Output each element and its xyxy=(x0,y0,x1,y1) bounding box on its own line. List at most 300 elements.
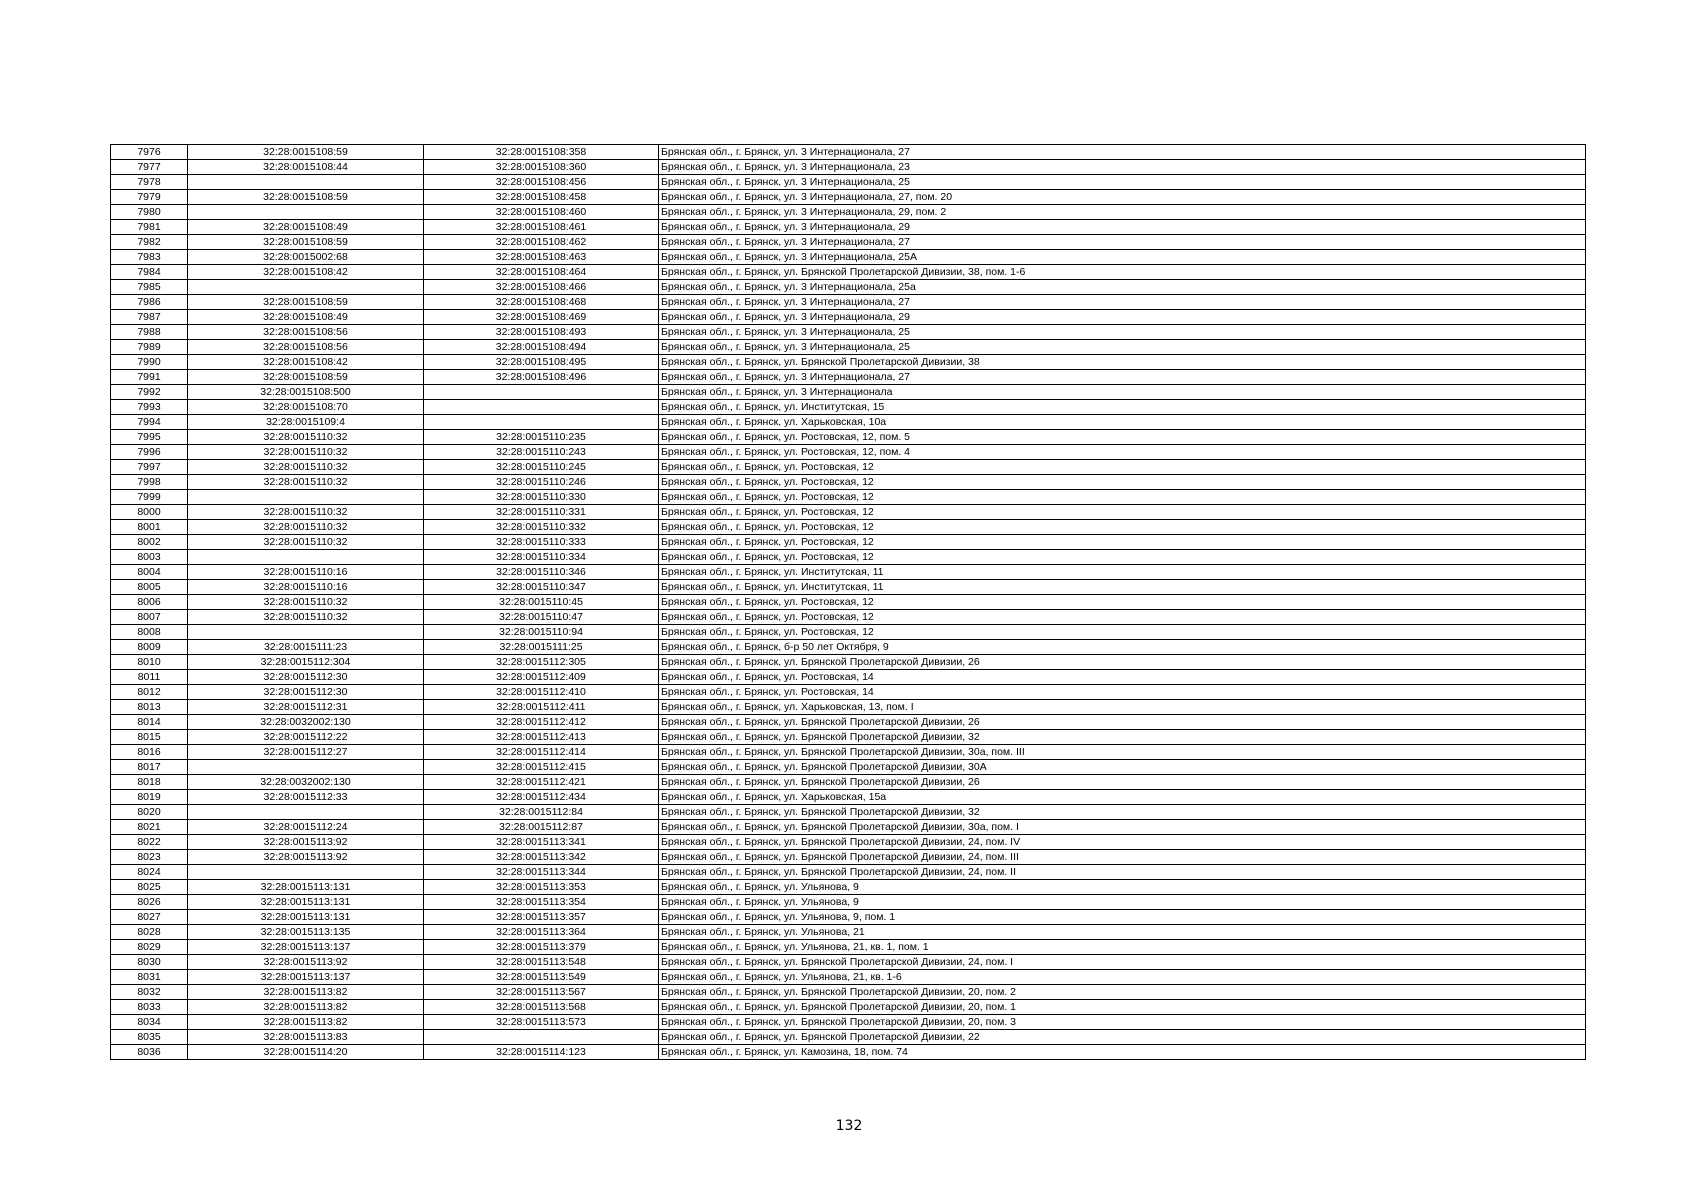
address-cell: Брянская обл., г. Брянск, ул. Ростовская, 12, пом. 4 xyxy=(659,445,1586,460)
building-number-cell: 32:28:0015110:47 xyxy=(424,610,659,625)
row-number-cell: 8002 xyxy=(111,535,188,550)
row-number-cell: 7986 xyxy=(111,295,188,310)
row-number-cell: 8032 xyxy=(111,985,188,1000)
building-number-cell: 32:28:0015108:495 xyxy=(424,355,659,370)
building-number-cell: 32:28:0015108:494 xyxy=(424,340,659,355)
parcel-number-cell: 32:28:0015108:59 xyxy=(188,295,424,310)
row-number-cell: 7989 xyxy=(111,340,188,355)
address-cell: Брянская обл., г. Брянск, ул. Брянской Пролетарской Дивизии, 32 xyxy=(659,805,1586,820)
row-number-cell: 7997 xyxy=(111,460,188,475)
table-row xyxy=(111,415,1586,430)
table-row xyxy=(111,580,1586,595)
building-number-cell: 32:28:0015110:333 xyxy=(424,535,659,550)
address-cell: Брянская обл., г. Брянск, ул. 3 Интернационала, 25 xyxy=(659,340,1586,355)
table-row xyxy=(111,775,1586,790)
parcel-number-cell: 32:28:0032002:130 xyxy=(188,775,424,790)
parcel-number-cell: 32:28:0015108:44 xyxy=(188,160,424,175)
address-cell: Брянская обл., г. Брянск, ул. Брянской Пролетарской Дивизии, 20, пом. 1 xyxy=(659,1000,1586,1015)
building-number-cell: 32:28:0015113:568 xyxy=(424,1000,659,1015)
parcel-number-cell: 32:28:0015110:32 xyxy=(188,430,424,445)
address-cell: Брянская обл., г. Брянск, б-р 50 лет Октября, 9 xyxy=(659,640,1586,655)
address-cell: Брянская обл., г. Брянск, ул. Ростовская, 14 xyxy=(659,685,1586,700)
building-number-cell: 32:28:0015108:456 xyxy=(424,175,659,190)
table-row xyxy=(111,895,1586,910)
parcel-number-cell: 32:28:0015113:131 xyxy=(188,895,424,910)
parcel-number-cell: 32:28:0015112:31 xyxy=(188,700,424,715)
address-cell: Брянская обл., г. Брянск, ул. Харьковская, 10а xyxy=(659,415,1586,430)
building-number-cell: 32:28:0015112:414 xyxy=(424,745,659,760)
parcel-number-cell: 32:28:0015108:49 xyxy=(188,220,424,235)
parcel-number-cell: 32:28:0015108:500 xyxy=(188,385,424,400)
address-cell: Брянская обл., г. Брянск, ул. 3 Интернационала, 25 xyxy=(659,175,1586,190)
address-cell: Брянская обл., г. Брянск, ул. Ульянова, 9, пом. 1 xyxy=(659,910,1586,925)
row-number-cell: 7988 xyxy=(111,325,188,340)
parcel-number-cell: 32:28:0015113:137 xyxy=(188,970,424,985)
parcel-number-cell: 32:28:0015111:23 xyxy=(188,640,424,655)
building-number-cell: 32:28:0015112:411 xyxy=(424,700,659,715)
parcel-number-cell: 32:28:0015108:42 xyxy=(188,265,424,280)
address-cell: Брянская обл., г. Брянск, ул. Брянской Пролетарской Дивизии, 38, пом. 1-6 xyxy=(659,265,1586,280)
row-number-cell: 8023 xyxy=(111,850,188,865)
row-number-cell: 8019 xyxy=(111,790,188,805)
address-cell: Брянская обл., г. Брянск, ул. Брянской Пролетарской Дивизии, 24, пом. IV xyxy=(659,835,1586,850)
building-number-cell: 32:28:0015110:331 xyxy=(424,505,659,520)
building-number-cell xyxy=(424,385,659,400)
address-cell: Брянская обл., г. Брянск, ул. Брянской Пролетарской Дивизии, 26 xyxy=(659,775,1586,790)
table-row xyxy=(111,235,1586,250)
row-number-cell: 8014 xyxy=(111,715,188,730)
row-number-cell: 8031 xyxy=(111,970,188,985)
parcel-number-cell: 32:28:0015110:16 xyxy=(188,565,424,580)
address-cell: Брянская обл., г. Брянск, ул. Брянской Пролетарской Дивизии, 24, пом. II xyxy=(659,865,1586,880)
address-cell: Брянская обл., г. Брянск, ул. 3 Интернационала, 27 xyxy=(659,145,1586,160)
row-number-cell: 8009 xyxy=(111,640,188,655)
row-number-cell: 7985 xyxy=(111,280,188,295)
table-row xyxy=(111,430,1586,445)
address-cell: Брянская обл., г. Брянск, ул. Брянской Пролетарской Дивизии, 22 xyxy=(659,1030,1586,1045)
address-cell: Брянская обл., г. Брянск, ул. Ростовская, 12 xyxy=(659,505,1586,520)
address-cell: Брянская обл., г. Брянск, ул. Ульянова, 9 xyxy=(659,880,1586,895)
table-row xyxy=(111,700,1586,715)
parcel-number-cell: 32:28:0015113:83 xyxy=(188,1030,424,1045)
table-row xyxy=(111,400,1586,415)
parcel-number-cell: 32:28:0032002:130 xyxy=(188,715,424,730)
parcel-number-cell: 32:28:0015110:32 xyxy=(188,445,424,460)
parcel-number-cell: 32:28:0015108:59 xyxy=(188,370,424,385)
address-cell: Брянская обл., г. Брянск, ул. Ростовская, 14 xyxy=(659,670,1586,685)
table-row xyxy=(111,160,1586,175)
address-cell: Брянская обл., г. Брянск, ул. Ульянова, 21, кв. 1, пом. 1 xyxy=(659,940,1586,955)
table-row xyxy=(111,1045,1586,1060)
parcel-number-cell xyxy=(188,280,424,295)
building-number-cell: 32:28:0015113:344 xyxy=(424,865,659,880)
row-number-cell: 7996 xyxy=(111,445,188,460)
table-row xyxy=(111,745,1586,760)
building-number-cell: 32:28:0015110:330 xyxy=(424,490,659,505)
table-row xyxy=(111,970,1586,985)
parcel-number-cell: 32:28:0015113:135 xyxy=(188,925,424,940)
parcel-number-cell: 32:28:0015108:56 xyxy=(188,340,424,355)
building-number-cell: 32:28:0015113:573 xyxy=(424,1015,659,1030)
table-row xyxy=(111,370,1586,385)
row-number-cell: 8010 xyxy=(111,655,188,670)
parcel-number-cell: 32:28:0015113:131 xyxy=(188,910,424,925)
table-row xyxy=(111,625,1586,640)
table-row xyxy=(111,340,1586,355)
address-cell: Брянская обл., г. Брянск, ул. 3 Интернационала, 29 xyxy=(659,220,1586,235)
table-row xyxy=(111,610,1586,625)
building-number-cell: 32:28:0015108:468 xyxy=(424,295,659,310)
address-cell: Брянская обл., г. Брянск, ул. Ростовская, 12 xyxy=(659,625,1586,640)
row-number-cell: 8015 xyxy=(111,730,188,745)
table-row xyxy=(111,1000,1586,1015)
table-row xyxy=(111,655,1586,670)
row-number-cell: 7992 xyxy=(111,385,188,400)
row-number-cell: 8003 xyxy=(111,550,188,565)
row-number-cell: 8030 xyxy=(111,955,188,970)
parcel-number-cell: 32:28:0015113:92 xyxy=(188,835,424,850)
table-row xyxy=(111,925,1586,940)
table-row xyxy=(111,520,1586,535)
address-cell: Брянская обл., г. Брянск, ул. 3 Интернационала, 27 xyxy=(659,370,1586,385)
parcel-number-cell: 32:28:0015113:82 xyxy=(188,985,424,1000)
table-row xyxy=(111,310,1586,325)
parcel-number-cell xyxy=(188,490,424,505)
row-number-cell: 8011 xyxy=(111,670,188,685)
building-number-cell: 32:28:0015110:245 xyxy=(424,460,659,475)
table-row xyxy=(111,685,1586,700)
row-number-cell: 8029 xyxy=(111,940,188,955)
table-row xyxy=(111,565,1586,580)
building-number-cell: 32:28:0015108:458 xyxy=(424,190,659,205)
row-number-cell: 7982 xyxy=(111,235,188,250)
table-row xyxy=(111,280,1586,295)
row-number-cell: 7993 xyxy=(111,400,188,415)
building-number-cell: 32:28:0015110:246 xyxy=(424,475,659,490)
building-number-cell: 32:28:0015108:466 xyxy=(424,280,659,295)
table-row xyxy=(111,715,1586,730)
building-number-cell: 32:28:0015110:346 xyxy=(424,565,659,580)
building-number-cell: 32:28:0015112:434 xyxy=(424,790,659,805)
table-row xyxy=(111,790,1586,805)
table-row xyxy=(111,730,1586,745)
building-number-cell: 32:28:0015113:354 xyxy=(424,895,659,910)
table-row xyxy=(111,760,1586,775)
parcel-number-cell: 32:28:0015113:82 xyxy=(188,1000,424,1015)
building-number-cell: 32:28:0015110:347 xyxy=(424,580,659,595)
row-number-cell: 8034 xyxy=(111,1015,188,1030)
address-cell: Брянская обл., г. Брянск, ул. Ростовская, 12 xyxy=(659,535,1586,550)
parcel-number-cell: 32:28:0015110:32 xyxy=(188,505,424,520)
parcel-number-cell: 32:28:0015113:92 xyxy=(188,850,424,865)
parcel-number-cell: 32:28:0015113:82 xyxy=(188,1015,424,1030)
address-cell: Брянская обл., г. Брянск, ул. Брянской Пролетарской Дивизии, 24, пом. III xyxy=(659,850,1586,865)
table-row xyxy=(111,355,1586,370)
parcel-number-cell: 32:28:0015108:70 xyxy=(188,400,424,415)
row-number-cell: 7980 xyxy=(111,205,188,220)
row-number-cell: 8021 xyxy=(111,820,188,835)
table-row xyxy=(111,295,1586,310)
parcel-number-cell xyxy=(188,550,424,565)
table-row xyxy=(111,820,1586,835)
row-number-cell: 7981 xyxy=(111,220,188,235)
address-cell: Брянская обл., г. Брянск, ул. Брянской Пролетарской Дивизии, 30А xyxy=(659,760,1586,775)
building-number-cell: 32:28:0015108:496 xyxy=(424,370,659,385)
table-row xyxy=(111,475,1586,490)
row-number-cell: 8008 xyxy=(111,625,188,640)
address-cell: Брянская обл., г. Брянск, ул. 3 Интернационала, 27 xyxy=(659,235,1586,250)
table-row xyxy=(111,955,1586,970)
table-row xyxy=(111,805,1586,820)
building-number-cell: 32:28:0015112:413 xyxy=(424,730,659,745)
row-number-cell: 7999 xyxy=(111,490,188,505)
building-number-cell xyxy=(424,400,659,415)
building-number-cell: 32:28:0015112:421 xyxy=(424,775,659,790)
table-row xyxy=(111,865,1586,880)
row-number-cell: 8022 xyxy=(111,835,188,850)
address-cell: Брянская обл., г. Брянск, ул. Брянской Пролетарской Дивизии, 26 xyxy=(659,715,1586,730)
address-cell: Брянская обл., г. Брянск, ул. 3 Интернационала, 27 xyxy=(659,295,1586,310)
building-number-cell: 32:28:0015114:123 xyxy=(424,1045,659,1060)
building-number-cell: 32:28:0015113:342 xyxy=(424,850,659,865)
parcel-number-cell: 32:28:0015112:30 xyxy=(188,670,424,685)
parcel-number-cell xyxy=(188,805,424,820)
address-cell: Брянская обл., г. Брянск, ул. Брянской Пролетарской Дивизии, 20, пом. 2 xyxy=(659,985,1586,1000)
building-number-cell xyxy=(424,1030,659,1045)
building-number-cell: 32:28:0015113:364 xyxy=(424,925,659,940)
parcel-number-cell xyxy=(188,205,424,220)
address-cell: Брянская обл., г. Брянск, ул. 3 Интернационала, 29 xyxy=(659,310,1586,325)
table-row xyxy=(111,940,1586,955)
row-number-cell: 7978 xyxy=(111,175,188,190)
table-row xyxy=(111,205,1586,220)
row-number-cell: 7994 xyxy=(111,415,188,430)
row-number-cell: 7983 xyxy=(111,250,188,265)
table-row xyxy=(111,880,1586,895)
parcel-number-cell: 32:28:0015108:49 xyxy=(188,310,424,325)
row-number-cell: 7987 xyxy=(111,310,188,325)
address-cell: Брянская обл., г. Брянск, ул. Брянской Пролетарской Дивизии, 38 xyxy=(659,355,1586,370)
row-number-cell: 8004 xyxy=(111,565,188,580)
building-number-cell: 32:28:0015111:25 xyxy=(424,640,659,655)
row-number-cell: 8013 xyxy=(111,700,188,715)
table-row xyxy=(111,265,1586,280)
table-row xyxy=(111,385,1586,400)
parcel-number-cell: 32:28:0015112:22 xyxy=(188,730,424,745)
address-cell: Брянская обл., г. Брянск, ул. Брянской Пролетарской Дивизии, 24, пом. I xyxy=(659,955,1586,970)
building-number-cell: 32:28:0015113:548 xyxy=(424,955,659,970)
row-number-cell: 7990 xyxy=(111,355,188,370)
building-number-cell: 32:28:0015108:358 xyxy=(424,145,659,160)
parcel-number-cell xyxy=(188,175,424,190)
address-cell: Брянская обл., г. Брянск, ул. Ростовская, 12 xyxy=(659,460,1586,475)
building-number-cell: 32:28:0015112:87 xyxy=(424,820,659,835)
address-cell: Брянская обл., г. Брянск, ул. Ростовская, 12 xyxy=(659,595,1586,610)
building-number-cell: 32:28:0015108:463 xyxy=(424,250,659,265)
row-number-cell: 7984 xyxy=(111,265,188,280)
building-number-cell: 32:28:0015108:464 xyxy=(424,265,659,280)
building-number-cell: 32:28:0015113:379 xyxy=(424,940,659,955)
parcel-number-cell: 32:28:0015110:32 xyxy=(188,535,424,550)
table-row xyxy=(111,445,1586,460)
building-number-cell: 32:28:0015113:341 xyxy=(424,835,659,850)
building-number-cell: 32:28:0015113:567 xyxy=(424,985,659,1000)
address-cell: Брянская обл., г. Брянск, ул. Институтская, 11 xyxy=(659,565,1586,580)
parcel-number-cell: 32:28:0015110:32 xyxy=(188,475,424,490)
table-row xyxy=(111,910,1586,925)
address-cell: Брянская обл., г. Брянск, ул. 3 Интернационала xyxy=(659,385,1586,400)
parcel-number-cell: 32:28:0015108:59 xyxy=(188,190,424,205)
row-number-cell: 8028 xyxy=(111,925,188,940)
address-cell: Брянская обл., г. Брянск, ул. Брянской Пролетарской Дивизии, 30а, пом. III xyxy=(659,745,1586,760)
building-number-cell: 32:28:0015110:332 xyxy=(424,520,659,535)
parcel-number-cell: 32:28:0015108:42 xyxy=(188,355,424,370)
address-cell: Брянская обл., г. Брянск, ул. Ростовская, 12, пом. 5 xyxy=(659,430,1586,445)
address-cell: Брянская обл., г. Брянск, ул. Ростовская, 12 xyxy=(659,610,1586,625)
table-row xyxy=(111,490,1586,505)
address-cell: Брянская обл., г. Брянск, ул. Институтская, 15 xyxy=(659,400,1586,415)
row-number-cell: 8012 xyxy=(111,685,188,700)
address-cell: Брянская обл., г. Брянск, ул. Харьковская, 13, пом. I xyxy=(659,700,1586,715)
building-number-cell: 32:28:0015108:462 xyxy=(424,235,659,250)
row-number-cell: 7991 xyxy=(111,370,188,385)
row-number-cell: 7998 xyxy=(111,475,188,490)
parcel-number-cell: 32:28:0015108:59 xyxy=(188,145,424,160)
row-number-cell: 8007 xyxy=(111,610,188,625)
row-number-cell: 8018 xyxy=(111,775,188,790)
row-number-cell: 8020 xyxy=(111,805,188,820)
address-cell: Брянская обл., г. Брянск, ул. 3 Интернационала, 23 xyxy=(659,160,1586,175)
parcel-number-cell xyxy=(188,625,424,640)
parcel-number-cell: 32:28:0015110:16 xyxy=(188,580,424,595)
table-row xyxy=(111,1015,1586,1030)
address-cell: Брянская обл., г. Брянск, ул. Ростовская, 12 xyxy=(659,475,1586,490)
parcel-number-cell: 32:28:0015113:131 xyxy=(188,880,424,895)
row-number-cell: 8026 xyxy=(111,895,188,910)
table-row xyxy=(111,220,1586,235)
parcel-number-cell: 32:28:0015112:304 xyxy=(188,655,424,670)
address-cell: Брянская обл., г. Брянск, ул. 3 Интернационала, 25А xyxy=(659,250,1586,265)
address-cell: Брянская обл., г. Брянск, ул. Ростовская, 12 xyxy=(659,550,1586,565)
parcel-number-cell: 32:28:0015112:27 xyxy=(188,745,424,760)
address-cell: Брянская обл., г. Брянск, ул. Брянской Пролетарской Дивизии, 20, пом. 3 xyxy=(659,1015,1586,1030)
property-table xyxy=(110,144,1586,1060)
parcel-number-cell: 32:28:0015108:56 xyxy=(188,325,424,340)
address-cell: Брянская обл., г. Брянск, ул. 3 Интернационала, 27, пом. 20 xyxy=(659,190,1586,205)
table-row xyxy=(111,505,1586,520)
table-row xyxy=(111,250,1586,265)
parcel-number-cell: 32:28:0015110:32 xyxy=(188,520,424,535)
parcel-number-cell: 32:28:0015112:24 xyxy=(188,820,424,835)
building-number-cell: 32:28:0015112:84 xyxy=(424,805,659,820)
table-row xyxy=(111,460,1586,475)
page-number: 132 xyxy=(835,1118,863,1134)
table-row xyxy=(111,670,1586,685)
parcel-number-cell: 32:28:0015110:32 xyxy=(188,595,424,610)
table-row xyxy=(111,640,1586,655)
building-number-cell: 32:28:0015108:469 xyxy=(424,310,659,325)
building-number-cell: 32:28:0015108:493 xyxy=(424,325,659,340)
building-number-cell: 32:28:0015113:357 xyxy=(424,910,659,925)
row-number-cell: 8000 xyxy=(111,505,188,520)
building-number-cell xyxy=(424,415,659,430)
row-number-cell: 7979 xyxy=(111,190,188,205)
building-number-cell: 32:28:0015108:460 xyxy=(424,205,659,220)
building-number-cell: 32:28:0015110:235 xyxy=(424,430,659,445)
table-row xyxy=(111,835,1586,850)
row-number-cell: 8033 xyxy=(111,1000,188,1015)
parcel-number-cell: 32:28:0015109:4 xyxy=(188,415,424,430)
table-body xyxy=(111,145,1586,1060)
building-number-cell: 32:28:0015108:360 xyxy=(424,160,659,175)
parcel-number-cell: 32:28:0015113:92 xyxy=(188,955,424,970)
building-number-cell: 32:28:0015113:353 xyxy=(424,880,659,895)
row-number-cell: 8035 xyxy=(111,1030,188,1045)
address-cell: Брянская обл., г. Брянск, ул. 3 Интернационала, 29, пом. 2 xyxy=(659,205,1586,220)
row-number-cell: 7977 xyxy=(111,160,188,175)
parcel-number-cell xyxy=(188,760,424,775)
parcel-number-cell: 32:28:0015110:32 xyxy=(188,460,424,475)
address-cell: Брянская обл., г. Брянск, ул. 3 Интернационала, 25а xyxy=(659,280,1586,295)
parcel-number-cell xyxy=(188,865,424,880)
address-cell: Брянская обл., г. Брянск, ул. Ульянова, 21 xyxy=(659,925,1586,940)
row-number-cell: 8036 xyxy=(111,1045,188,1060)
parcel-number-cell: 32:28:0015108:59 xyxy=(188,235,424,250)
row-number-cell: 8016 xyxy=(111,745,188,760)
table-row xyxy=(111,190,1586,205)
building-number-cell: 32:28:0015108:461 xyxy=(424,220,659,235)
parcel-number-cell: 32:28:0015114:20 xyxy=(188,1045,424,1060)
building-number-cell: 32:28:0015113:549 xyxy=(424,970,659,985)
address-cell: Брянская обл., г. Брянск, ул. Ростовская, 12 xyxy=(659,490,1586,505)
table-row xyxy=(111,1030,1586,1045)
building-number-cell: 32:28:0015110:243 xyxy=(424,445,659,460)
address-cell: Брянская обл., г. Брянск, ул. Брянской Пролетарской Дивизии, 26 xyxy=(659,655,1586,670)
building-number-cell: 32:28:0015112:409 xyxy=(424,670,659,685)
building-number-cell: 32:28:0015112:412 xyxy=(424,715,659,730)
address-cell: Брянская обл., г. Брянск, ул. 3 Интернационала, 25 xyxy=(659,325,1586,340)
parcel-number-cell: 32:28:0015112:33 xyxy=(188,790,424,805)
address-cell: Брянская обл., г. Брянск, ул. Брянской Пролетарской Дивизии, 32 xyxy=(659,730,1586,745)
table-row xyxy=(111,145,1586,160)
parcel-number-cell: 32:28:0015113:137 xyxy=(188,940,424,955)
address-cell: Брянская обл., г. Брянск, ул. Брянской Пролетарской Дивизии, 30а, пом. I xyxy=(659,820,1586,835)
table-row xyxy=(111,850,1586,865)
row-number-cell: 8024 xyxy=(111,865,188,880)
parcel-number-cell: 32:28:0015112:30 xyxy=(188,685,424,700)
parcel-number-cell: 32:28:0015002:68 xyxy=(188,250,424,265)
table-row xyxy=(111,175,1586,190)
address-cell: Брянская обл., г. Брянск, ул. Харьковская, 15а xyxy=(659,790,1586,805)
building-number-cell: 32:28:0015110:45 xyxy=(424,595,659,610)
building-number-cell: 32:28:0015112:410 xyxy=(424,685,659,700)
row-number-cell: 7995 xyxy=(111,430,188,445)
table-row xyxy=(111,325,1586,340)
row-number-cell: 8005 xyxy=(111,580,188,595)
row-number-cell: 8001 xyxy=(111,520,188,535)
row-number-cell: 7976 xyxy=(111,145,188,160)
building-number-cell: 32:28:0015112:305 xyxy=(424,655,659,670)
table-row xyxy=(111,535,1586,550)
building-number-cell: 32:28:0015110:334 xyxy=(424,550,659,565)
address-cell: Брянская обл., г. Брянск, ул. Институтская, 11 xyxy=(659,580,1586,595)
parcel-number-cell: 32:28:0015110:32 xyxy=(188,610,424,625)
address-cell: Брянская обл., г. Брянск, ул. Ульянова, 21, кв. 1-6 xyxy=(659,970,1586,985)
row-number-cell: 8027 xyxy=(111,910,188,925)
building-number-cell: 32:28:0015112:415 xyxy=(424,760,659,775)
address-cell: Брянская обл., г. Брянск, ул. Камозина, 18, пом. 74 xyxy=(659,1045,1586,1060)
address-cell: Брянская обл., г. Брянск, ул. Ростовская, 12 xyxy=(659,520,1586,535)
